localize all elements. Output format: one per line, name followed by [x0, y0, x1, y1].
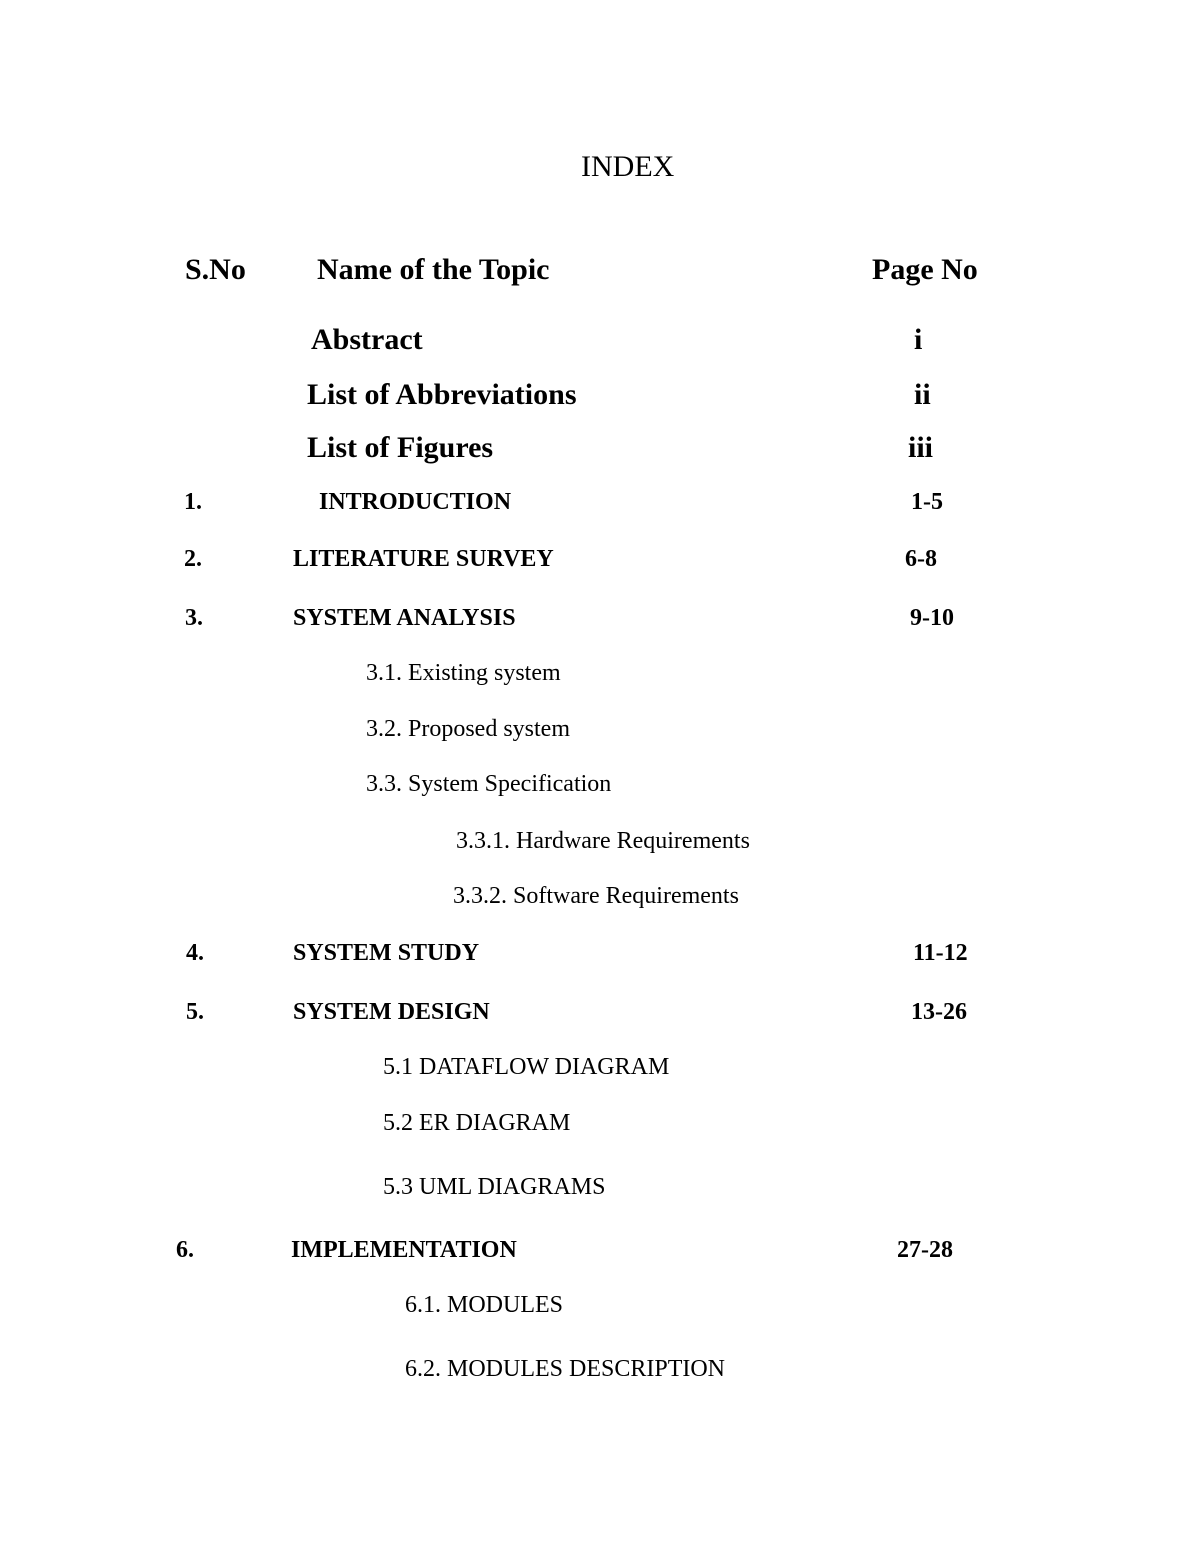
toc-sno-4: 4.	[186, 940, 204, 966]
toc-sno-5: 5.	[186, 999, 204, 1025]
column-header-topic: Name of the Topic	[317, 253, 550, 286]
column-header-page: Page No	[872, 253, 978, 286]
toc-section-3-3: 3.3. System Specification	[366, 771, 612, 797]
toc-sno-6: 6.	[176, 1237, 194, 1263]
toc-entry-system-study: SYSTEM STUDY	[293, 940, 480, 966]
toc-entry-implementation: IMPLEMENTATION	[291, 1237, 517, 1263]
toc-entry-abbreviations: List of Abbreviations	[307, 378, 577, 411]
toc-section-5-1: 5.1 DATAFLOW DIAGRAM	[383, 1054, 670, 1080]
toc-entry-introduction: INTRODUCTION	[319, 489, 512, 515]
column-header-sno: S.No	[185, 253, 246, 286]
toc-section-3-2: 3.2. Proposed system	[366, 716, 570, 742]
toc-page-introduction: 1-5	[911, 489, 943, 515]
toc-page-system-study: 11-12	[913, 940, 968, 966]
toc-section-3-3-1: 3.3.1. Hardware Requirements	[456, 828, 750, 854]
toc-sno-3: 3.	[185, 605, 203, 631]
toc-section-5-3: 5.3 UML DIAGRAMS	[383, 1174, 606, 1200]
toc-section-6-2: 6.2. MODULES DESCRIPTION	[405, 1356, 726, 1382]
toc-page-figures: iii	[908, 431, 934, 464]
toc-section-6-1: 6.1. MODULES	[405, 1292, 564, 1318]
toc-page-system-design: 13-26	[911, 999, 967, 1025]
toc-section-3-3-2: 3.3.2. Software Requirements	[453, 883, 739, 909]
toc-entry-abstract: Abstract	[311, 323, 423, 356]
toc-entry-figures: List of Figures	[307, 431, 494, 464]
toc-page-abbreviations: ii	[914, 378, 931, 411]
toc-page-system-analysis: 9-10	[910, 605, 954, 631]
toc-section-5-2: 5.2 ER DIAGRAM	[383, 1110, 571, 1136]
toc-page-abstract: i	[914, 323, 923, 356]
toc-section-3-1: 3.1. Existing system	[366, 660, 561, 686]
toc-sno-2: 2.	[184, 546, 202, 572]
toc-entry-system-design: SYSTEM DESIGN	[293, 999, 490, 1025]
page-title: INDEX	[581, 150, 675, 183]
toc-entry-system-analysis: SYSTEM ANALYSIS	[293, 605, 516, 631]
toc-page-literature-survey: 6-8	[905, 546, 937, 572]
toc-entry-literature-survey: LITERATURE SURVEY	[293, 546, 554, 572]
toc-page-implementation: 27-28	[897, 1237, 953, 1263]
toc-sno-1: 1.	[184, 489, 202, 515]
